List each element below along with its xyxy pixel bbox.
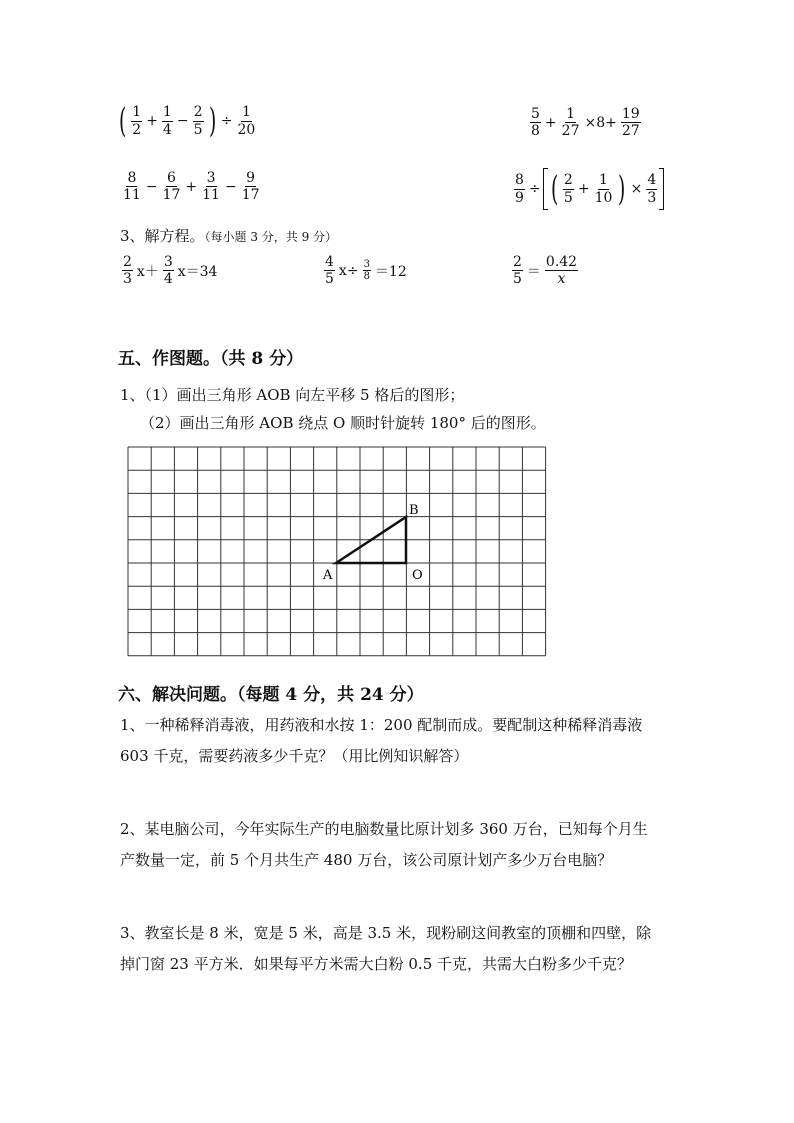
fraction: $\frac{1}{4}$ — [162, 104, 172, 138]
calc-expression-1: ( $\frac{1}{2}$ + $\frac{1}{4}$ − $\frac{2}{5}$ ) ÷ $\frac{1}{20}$ — [118, 101, 256, 141]
equation-2: $\frac{4}{5}$ x÷ $\frac{3}{8}$ ＝12 — [325, 254, 407, 288]
fraction: $\frac{1}{10}$ — [594, 172, 613, 206]
calc-expression-4: $\frac{8}{9}$ ÷ ( $\frac{2}{5}$ + $\frac{1}{10}$ ) × $\frac{4}{3}$ — [512, 168, 664, 210]
fraction: $\frac{4}{5}$ — [325, 254, 334, 288]
problem-2-line-2: 产数量一定，前 5 个月共生产 480 万台，该公司原计划产多少万台电脑？ — [120, 851, 613, 869]
fraction: $\frac{5}{8}$ — [531, 106, 540, 140]
equation-3: $\frac{2}{5}$ ＝ $\frac{0.42}{x}$ — [513, 254, 578, 288]
fraction: $\frac{19}{27}$ — [621, 106, 640, 140]
fraction: $\frac{2}{5}$ — [563, 172, 573, 206]
grid-lines — [128, 447, 546, 656]
fraction: $\frac{2}{5}$ — [193, 104, 203, 138]
fraction: $\frac{1}{27}$ — [561, 106, 580, 140]
equation-1: $\frac{2}{3}$ x＋ $\frac{3}{4}$ x＝34 — [123, 254, 218, 288]
fraction: $\frac{1}{20}$ — [237, 104, 256, 138]
label-a: A — [323, 568, 333, 583]
fraction: $\frac{2}{5}$ — [513, 254, 522, 288]
section-5-title: 五、作图题。（共 8 分） — [118, 349, 304, 369]
label-b: B — [409, 503, 419, 518]
problem-1-line-2: 603 千克，需要药液多少千克？（用比例知识解答） — [120, 747, 469, 765]
calc-expression-2: $\frac{5}{8}$ + $\frac{1}{27}$ ×8+ $\frac{19}{27}$ — [531, 106, 640, 140]
label-o: O — [412, 568, 423, 583]
fraction: $\frac{0.42}{x}$ — [545, 254, 578, 288]
section-5-question-1: 1、（1）画出三角形 AOB 向左平移 5 格后的图形； — [120, 386, 465, 404]
calc-expression-3: $\frac{8}{11}$ − $\frac{6}{17}$ + $\frac{3}{11}$ − $\frac{9}{17}$ — [123, 170, 260, 204]
section-6-title: 六、解决问题。（每题 4 分，共 24 分） — [118, 685, 424, 705]
fraction: $\frac{6}{17}$ — [162, 170, 181, 204]
problem-1-line-1: 1、一种稀释消毒液，用药液和水按 1：200 配制而成。要配制这种稀释消毒液 — [120, 716, 643, 734]
fraction: $\frac{8}{11}$ — [123, 170, 141, 204]
drawing-grid — [126, 445, 550, 659]
right-paren: ) — [618, 169, 626, 209]
fraction: $\frac{1}{2}$ — [132, 104, 142, 138]
section-5-question-2: （2）画出三角形 AOB 绕点 O 顺时针旋转 180° 后的图形。 — [140, 414, 546, 432]
fraction: $\frac{3}{11}$ — [202, 170, 220, 204]
problem-3-line-1: 3、教室长是 8 米，宽是 5 米，高是 3.5 米，现粉刷这间教室的顶棚和四壁，除 — [120, 924, 652, 942]
problem-3-line-2: 掉门窗 23 平方米．如果每平方米需大白粉 0.5 千克，共需大白粉多少千克？ — [120, 955, 633, 973]
equation-section-title: 3、解方程。（每小题 3 分，共 9 分） — [120, 227, 338, 245]
fraction: $\frac{3}{4}$ — [163, 254, 173, 288]
right-bracket — [659, 168, 664, 210]
left-bracket — [543, 168, 548, 210]
fraction: $\frac{3}{8}$ — [363, 258, 370, 283]
fraction: $\frac{2}{3}$ — [123, 254, 132, 288]
right-paren: ) — [208, 101, 216, 141]
fraction: $\frac{8}{9}$ — [515, 172, 524, 206]
fraction: $\frac{4}{3}$ — [647, 172, 657, 206]
fraction: $\frac{9}{17}$ — [241, 170, 260, 204]
left-paren: ( — [118, 101, 127, 141]
left-paren: ( — [550, 169, 558, 209]
problem-2-line-1: 2、某电脑公司，今年实际生产的电脑数量比原计划多 360 万台，已知每个月生 — [120, 820, 648, 838]
